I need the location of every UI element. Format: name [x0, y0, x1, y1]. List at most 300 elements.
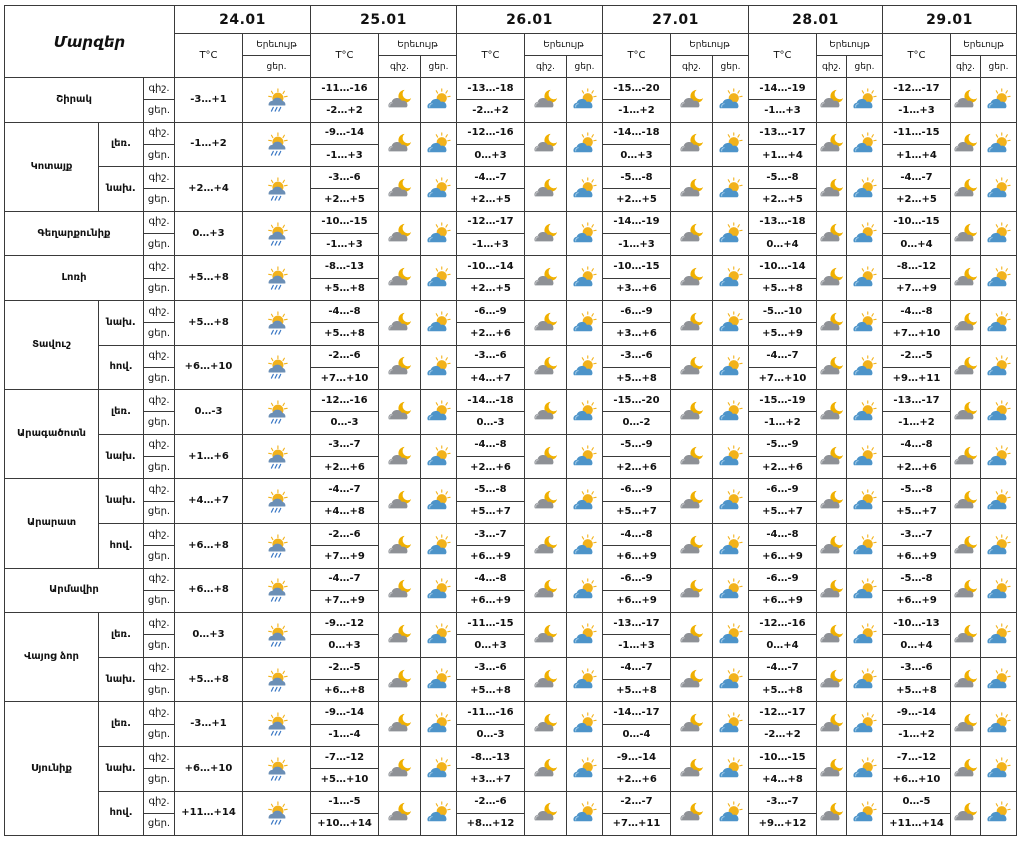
sun-behind-cloud-icon: [713, 657, 749, 702]
day-header: ցեր.: [847, 56, 883, 78]
forecast-table: [4, 5, 1017, 836]
night-label: գիշ.: [144, 479, 175, 501]
sun-behind-cloud-icon: [421, 479, 457, 524]
temp-range: 0…+3: [175, 211, 243, 256]
temp-range: +9…+11: [883, 367, 951, 389]
moon-behind-cloud-icon: [817, 702, 847, 747]
sun-behind-cloud-icon: [713, 211, 749, 256]
date-header: 29.01: [883, 6, 1017, 34]
temp-range: +5…+8: [175, 300, 243, 345]
temp-range: +2…+5: [883, 189, 951, 211]
temp-range: -1…+3: [749, 100, 817, 122]
sun-behind-cloud-icon: [847, 657, 883, 702]
temp-range: -14…-18: [457, 390, 525, 412]
sun-behind-cloud-icon: [981, 702, 1017, 747]
sun-behind-cloud-with-rain-icon: [243, 211, 311, 256]
temp-range: -4…-8: [457, 434, 525, 456]
temp-range: -5…-8: [883, 568, 951, 590]
night-label: գիշ.: [144, 300, 175, 322]
moon-behind-cloud-icon: [525, 167, 567, 212]
day-label: ցեր.: [144, 546, 175, 568]
temp-range: +5…+7: [603, 501, 671, 523]
temp-range: -1…+3: [883, 100, 951, 122]
moon-behind-cloud-icon: [671, 791, 713, 836]
sun-behind-cloud-icon: [567, 122, 603, 167]
sun-behind-cloud-icon: [713, 78, 749, 123]
temp-range: -1…+3: [457, 234, 525, 256]
sun-behind-cloud-icon: [713, 568, 749, 613]
sun-behind-cloud-icon: [567, 300, 603, 345]
sun-behind-cloud-icon: [713, 613, 749, 658]
sun-behind-cloud-icon: [847, 211, 883, 256]
subregion-name: նախ.: [99, 746, 144, 791]
sun-behind-cloud-icon: [567, 434, 603, 479]
table-row: [5, 657, 1017, 679]
temp-range: -10…-14: [457, 256, 525, 278]
temp-range: +1…+4: [883, 144, 951, 166]
sun-behind-cloud-icon: [981, 167, 1017, 212]
subregion-name: հով.: [99, 791, 144, 836]
temp-range: -4…-7: [883, 167, 951, 189]
temp-range: -3…+1: [175, 702, 243, 747]
sun-behind-cloud-icon: [567, 390, 603, 435]
temp-range: +5…+10: [311, 769, 379, 791]
temp-range: -10…-15: [603, 256, 671, 278]
region-name: Արմավիր: [5, 568, 144, 613]
day-label: ցեր.: [144, 813, 175, 835]
day-label: ցեր.: [144, 590, 175, 612]
temp-range: +5…+8: [175, 657, 243, 702]
sun-behind-cloud-icon: [567, 523, 603, 568]
temp-range: 0…+3: [457, 635, 525, 657]
temp-range: -1…+2: [749, 412, 817, 434]
sun-behind-cloud-icon: [713, 300, 749, 345]
sun-behind-cloud-icon: [847, 613, 883, 658]
moon-behind-cloud-icon: [951, 791, 981, 836]
moon-behind-cloud-icon: [817, 345, 847, 390]
date-header: 26.01: [457, 6, 603, 34]
region-name: Կոտայք: [5, 122, 99, 211]
temp-range: +3…+7: [457, 769, 525, 791]
sun-behind-cloud-icon: [847, 345, 883, 390]
temp-range: +1…+6: [175, 434, 243, 479]
temp-range: -3…-6: [603, 345, 671, 367]
sun-behind-cloud-icon: [567, 211, 603, 256]
temp-range: -2…+2: [311, 100, 379, 122]
temp-range: -10…-15: [311, 211, 379, 233]
sun-behind-cloud-icon: [421, 568, 457, 613]
day-header: ցեր.: [713, 56, 749, 78]
sun-behind-cloud-icon: [713, 791, 749, 836]
sun-behind-cloud-icon: [981, 657, 1017, 702]
moon-behind-cloud-icon: [525, 300, 567, 345]
night-label: գիշ.: [144, 122, 175, 144]
temp-range: -4…-8: [311, 300, 379, 322]
temp-range: +2…+6: [457, 323, 525, 345]
moon-behind-cloud-icon: [671, 211, 713, 256]
day-label: ցեր.: [144, 724, 175, 746]
subregion-name: լեռ.: [99, 390, 144, 435]
temp-range: +6…+9: [883, 546, 951, 568]
temp-range: -2…-7: [603, 791, 671, 813]
temp-range: -1…+3: [603, 234, 671, 256]
sun-behind-cloud-with-rain-icon: [243, 300, 311, 345]
sun-behind-cloud-icon: [567, 167, 603, 212]
sun-behind-cloud-icon: [847, 167, 883, 212]
temp-range: +7…+10: [883, 323, 951, 345]
temp-range: +4…+7: [457, 367, 525, 389]
moon-behind-cloud-icon: [525, 613, 567, 658]
night-label: գիշ.: [144, 211, 175, 233]
day-header: ցեր.: [981, 56, 1017, 78]
temp-range: -9…-14: [603, 746, 671, 768]
temp-range: -3…-7: [311, 434, 379, 456]
day-label: ցեր.: [144, 412, 175, 434]
day-label: ցեր.: [144, 769, 175, 791]
temp-range: -7…-12: [883, 746, 951, 768]
region-name: Շիրակ: [5, 78, 144, 123]
sun-behind-cloud-icon: [567, 568, 603, 613]
sun-behind-cloud-icon: [713, 167, 749, 212]
temp-range: -3…-6: [311, 167, 379, 189]
sun-behind-cloud-icon: [567, 256, 603, 301]
temp-range: -5…-8: [457, 479, 525, 501]
temp-range: -11…-15: [457, 613, 525, 635]
moon-behind-cloud-icon: [525, 211, 567, 256]
temp-range: -2…+2: [457, 100, 525, 122]
night-label: գիշ.: [144, 434, 175, 456]
night-label: գիշ.: [144, 791, 175, 813]
temp-range: -1…-5: [311, 791, 379, 813]
phenomena-header: Երեւույթ: [243, 34, 311, 56]
temp-range: -14…-18: [603, 122, 671, 144]
temp-range: +2…+6: [311, 457, 379, 479]
moon-behind-cloud-icon: [379, 300, 421, 345]
temp-range: 0…+4: [749, 234, 817, 256]
temp-range: +11…+14: [175, 791, 243, 836]
temp-range: -4…-8: [883, 300, 951, 322]
moon-behind-cloud-icon: [379, 568, 421, 613]
temp-range: 0…+3: [311, 635, 379, 657]
moon-behind-cloud-icon: [951, 568, 981, 613]
sun-behind-cloud-icon: [421, 791, 457, 836]
temp-range: -8…-13: [457, 746, 525, 768]
moon-behind-cloud-icon: [817, 479, 847, 524]
moon-behind-cloud-icon: [951, 390, 981, 435]
temp-range: 0…+3: [457, 144, 525, 166]
temp-range: -4…-8: [603, 523, 671, 545]
temp-range: -3…-7: [749, 791, 817, 813]
temp-range: -13…-17: [749, 122, 817, 144]
temp-range: -6…-9: [603, 568, 671, 590]
table-row: [5, 479, 1017, 501]
table-row: [5, 390, 1017, 412]
moon-behind-cloud-icon: [817, 78, 847, 123]
temp-range: -4…-7: [603, 657, 671, 679]
temp-range: +11…+14: [883, 813, 951, 835]
subregion-name: նախ.: [99, 657, 144, 702]
table-row: [5, 613, 1017, 635]
moon-behind-cloud-icon: [951, 167, 981, 212]
sun-behind-cloud-icon: [421, 211, 457, 256]
subregion-name: հով.: [99, 345, 144, 390]
night-label: գիշ.: [144, 613, 175, 635]
temp-range: -10…-15: [883, 211, 951, 233]
temp-range: -6…-9: [603, 479, 671, 501]
sun-behind-cloud-icon: [713, 479, 749, 524]
temp-range: -3…+1: [175, 78, 243, 123]
day-label: ցեր.: [144, 367, 175, 389]
sun-behind-cloud-with-rain-icon: [243, 657, 311, 702]
temp-range: +4…+7: [175, 479, 243, 524]
sun-behind-cloud-with-rain-icon: [243, 791, 311, 836]
sun-behind-cloud-with-rain-icon: [243, 434, 311, 479]
temp-range: +4…+8: [311, 501, 379, 523]
sun-behind-cloud-icon: [981, 613, 1017, 658]
moon-behind-cloud-icon: [817, 211, 847, 256]
sun-behind-cloud-icon: [713, 390, 749, 435]
table-row: [5, 434, 1017, 456]
temp-range: 0…-3: [311, 412, 379, 434]
subregion-name: հով.: [99, 523, 144, 568]
temp-range: +2…+5: [457, 189, 525, 211]
sun-behind-cloud-icon: [981, 434, 1017, 479]
sun-behind-cloud-icon: [981, 791, 1017, 836]
subregion-name: լեռ.: [99, 122, 144, 167]
night-label: գիշ.: [144, 167, 175, 189]
day-label: ցեր.: [144, 457, 175, 479]
sun-behind-cloud-icon: [421, 746, 457, 791]
temp-range: -12…-17: [457, 211, 525, 233]
moon-behind-cloud-icon: [951, 613, 981, 658]
moon-behind-cloud-icon: [671, 746, 713, 791]
moon-behind-cloud-icon: [379, 613, 421, 658]
temp-header: T°C: [883, 34, 951, 78]
temp-range: -9…-12: [311, 613, 379, 635]
phenomena-header: Երեւույթ: [817, 34, 883, 56]
moon-behind-cloud-icon: [379, 167, 421, 212]
sun-behind-cloud-with-rain-icon: [243, 78, 311, 123]
sun-behind-cloud-icon: [421, 256, 457, 301]
temp-range: -1…+3: [311, 234, 379, 256]
night-label: գիշ.: [144, 390, 175, 412]
temp-range: +5…+9: [749, 323, 817, 345]
sun-behind-cloud-icon: [981, 746, 1017, 791]
day-header: ցեր.: [243, 56, 311, 78]
temp-range: +2…+6: [749, 457, 817, 479]
temp-range: -8…-13: [311, 256, 379, 278]
temp-range: -4…-7: [311, 479, 379, 501]
temp-range: +10…+14: [311, 813, 379, 835]
temp-range: +6…+8: [175, 568, 243, 613]
sun-behind-cloud-icon: [847, 434, 883, 479]
temp-range: +6…+9: [457, 590, 525, 612]
day-header: ցեր.: [421, 56, 457, 78]
night-label: գիշ.: [144, 345, 175, 367]
sun-behind-cloud-icon: [421, 702, 457, 747]
temp-range: +6…+10: [175, 345, 243, 390]
temp-range: +6…+8: [311, 680, 379, 702]
temp-range: -3…-7: [883, 523, 951, 545]
temp-range: -4…-8: [883, 434, 951, 456]
night-label: գիշ.: [144, 746, 175, 768]
moon-behind-cloud-icon: [951, 479, 981, 524]
moon-behind-cloud-icon: [525, 434, 567, 479]
temp-range: 0…-3: [457, 724, 525, 746]
temp-range: +2…+4: [175, 167, 243, 212]
table-row: [5, 78, 1017, 100]
temp-header: T°C: [311, 34, 379, 78]
sun-behind-cloud-icon: [981, 390, 1017, 435]
sun-behind-cloud-icon: [847, 791, 883, 836]
moon-behind-cloud-icon: [671, 657, 713, 702]
temp-range: +6…+8: [175, 523, 243, 568]
temp-range: -4…-7: [749, 657, 817, 679]
temp-range: +2…+6: [603, 457, 671, 479]
moon-behind-cloud-icon: [951, 746, 981, 791]
sun-behind-cloud-icon: [713, 256, 749, 301]
sun-behind-cloud-icon: [847, 746, 883, 791]
temp-range: +6…+9: [749, 590, 817, 612]
sun-behind-cloud-icon: [567, 657, 603, 702]
moon-behind-cloud-icon: [379, 211, 421, 256]
subregion-name: նախ.: [99, 167, 144, 212]
sun-behind-cloud-with-rain-icon: [243, 345, 311, 390]
temp-range: 0…+3: [603, 144, 671, 166]
temp-range: -5…-9: [749, 434, 817, 456]
temp-range: +5…+8: [175, 256, 243, 301]
temp-range: +4…+8: [749, 769, 817, 791]
moon-behind-cloud-icon: [671, 568, 713, 613]
moon-behind-cloud-icon: [525, 390, 567, 435]
night-header: գիշ.: [671, 56, 713, 78]
temp-range: +3…+6: [603, 278, 671, 300]
temp-range: +6…+9: [457, 546, 525, 568]
temp-range: -8…-12: [883, 256, 951, 278]
sun-behind-cloud-with-rain-icon: [243, 390, 311, 435]
moon-behind-cloud-icon: [379, 390, 421, 435]
temp-range: +6…+9: [883, 590, 951, 612]
table-row: [5, 345, 1017, 367]
sun-behind-cloud-icon: [981, 300, 1017, 345]
moon-behind-cloud-icon: [379, 256, 421, 301]
moon-behind-cloud-icon: [525, 791, 567, 836]
date-header: 27.01: [603, 6, 749, 34]
temp-range: -5…-8: [603, 167, 671, 189]
moon-behind-cloud-icon: [817, 657, 847, 702]
temp-range: 0…-2: [603, 412, 671, 434]
temp-range: +2…+5: [457, 278, 525, 300]
temp-range: -14…-19: [749, 78, 817, 100]
date-header: 24.01: [175, 6, 311, 34]
temp-range: -2…-6: [457, 791, 525, 813]
moon-behind-cloud-icon: [671, 300, 713, 345]
temp-range: +6…+9: [749, 546, 817, 568]
moon-behind-cloud-icon: [951, 434, 981, 479]
temp-range: +5…+8: [883, 680, 951, 702]
moon-behind-cloud-icon: [671, 434, 713, 479]
temp-range: -12…-16: [457, 122, 525, 144]
moon-behind-cloud-icon: [525, 345, 567, 390]
table-row: [5, 568, 1017, 590]
sun-behind-cloud-with-rain-icon: [243, 746, 311, 791]
region-name: Լոռի: [5, 256, 144, 301]
moon-behind-cloud-icon: [379, 345, 421, 390]
temp-range: +2…+6: [883, 457, 951, 479]
moon-behind-cloud-icon: [671, 479, 713, 524]
moon-behind-cloud-icon: [671, 613, 713, 658]
sun-behind-cloud-icon: [847, 122, 883, 167]
moon-behind-cloud-icon: [951, 657, 981, 702]
sun-behind-cloud-icon: [847, 702, 883, 747]
temp-range: -5…-8: [883, 479, 951, 501]
day-label: ցեր.: [144, 100, 175, 122]
sun-behind-cloud-icon: [567, 613, 603, 658]
temp-range: +5…+8: [311, 323, 379, 345]
moon-behind-cloud-icon: [379, 479, 421, 524]
temp-range: -2…-5: [311, 657, 379, 679]
sun-behind-cloud-icon: [567, 791, 603, 836]
temp-range: -11…-15: [883, 122, 951, 144]
day-label: ցեր.: [144, 680, 175, 702]
region-name: Գեղարքունիք: [5, 211, 144, 256]
moon-behind-cloud-icon: [671, 390, 713, 435]
table-row: [5, 167, 1017, 189]
moon-behind-cloud-icon: [671, 167, 713, 212]
temp-range: +5…+8: [603, 680, 671, 702]
temp-range: +2…+6: [603, 769, 671, 791]
sun-behind-cloud-icon: [567, 746, 603, 791]
date-header: 25.01: [311, 6, 457, 34]
temp-range: -5…-10: [749, 300, 817, 322]
moon-behind-cloud-icon: [817, 122, 847, 167]
temp-range: -5…-9: [603, 434, 671, 456]
table-row: [5, 122, 1017, 144]
sun-behind-cloud-icon: [421, 78, 457, 123]
moon-behind-cloud-icon: [525, 122, 567, 167]
moon-behind-cloud-icon: [817, 256, 847, 301]
day-label: ցեր.: [144, 189, 175, 211]
moon-behind-cloud-icon: [817, 746, 847, 791]
subregion-name: նախ.: [99, 300, 144, 345]
temp-range: +3…+6: [603, 323, 671, 345]
temp-range: +9…+12: [749, 813, 817, 835]
moon-behind-cloud-icon: [671, 345, 713, 390]
region-name: Արարատ: [5, 479, 99, 568]
moon-behind-cloud-icon: [671, 256, 713, 301]
sun-behind-cloud-icon: [567, 702, 603, 747]
night-label: գիշ.: [144, 657, 175, 679]
temp-range: +6…+10: [175, 746, 243, 791]
temp-range: -3…-6: [883, 657, 951, 679]
moon-behind-cloud-icon: [817, 568, 847, 613]
moon-behind-cloud-icon: [817, 613, 847, 658]
temp-range: -13…-17: [883, 390, 951, 412]
moon-behind-cloud-icon: [951, 702, 981, 747]
moon-behind-cloud-icon: [951, 256, 981, 301]
temp-range: -12…-17: [883, 78, 951, 100]
moon-behind-cloud-icon: [379, 657, 421, 702]
moon-behind-cloud-icon: [671, 523, 713, 568]
temp-range: +2…+5: [603, 189, 671, 211]
temp-range: 0…-3: [175, 390, 243, 435]
sun-behind-cloud-with-rain-icon: [243, 167, 311, 212]
subregion-name: լեռ.: [99, 613, 144, 658]
subregion-name: նախ.: [99, 479, 144, 524]
sun-behind-cloud-icon: [421, 657, 457, 702]
temp-range: -2…-6: [311, 345, 379, 367]
temp-range: 0…-4: [603, 724, 671, 746]
